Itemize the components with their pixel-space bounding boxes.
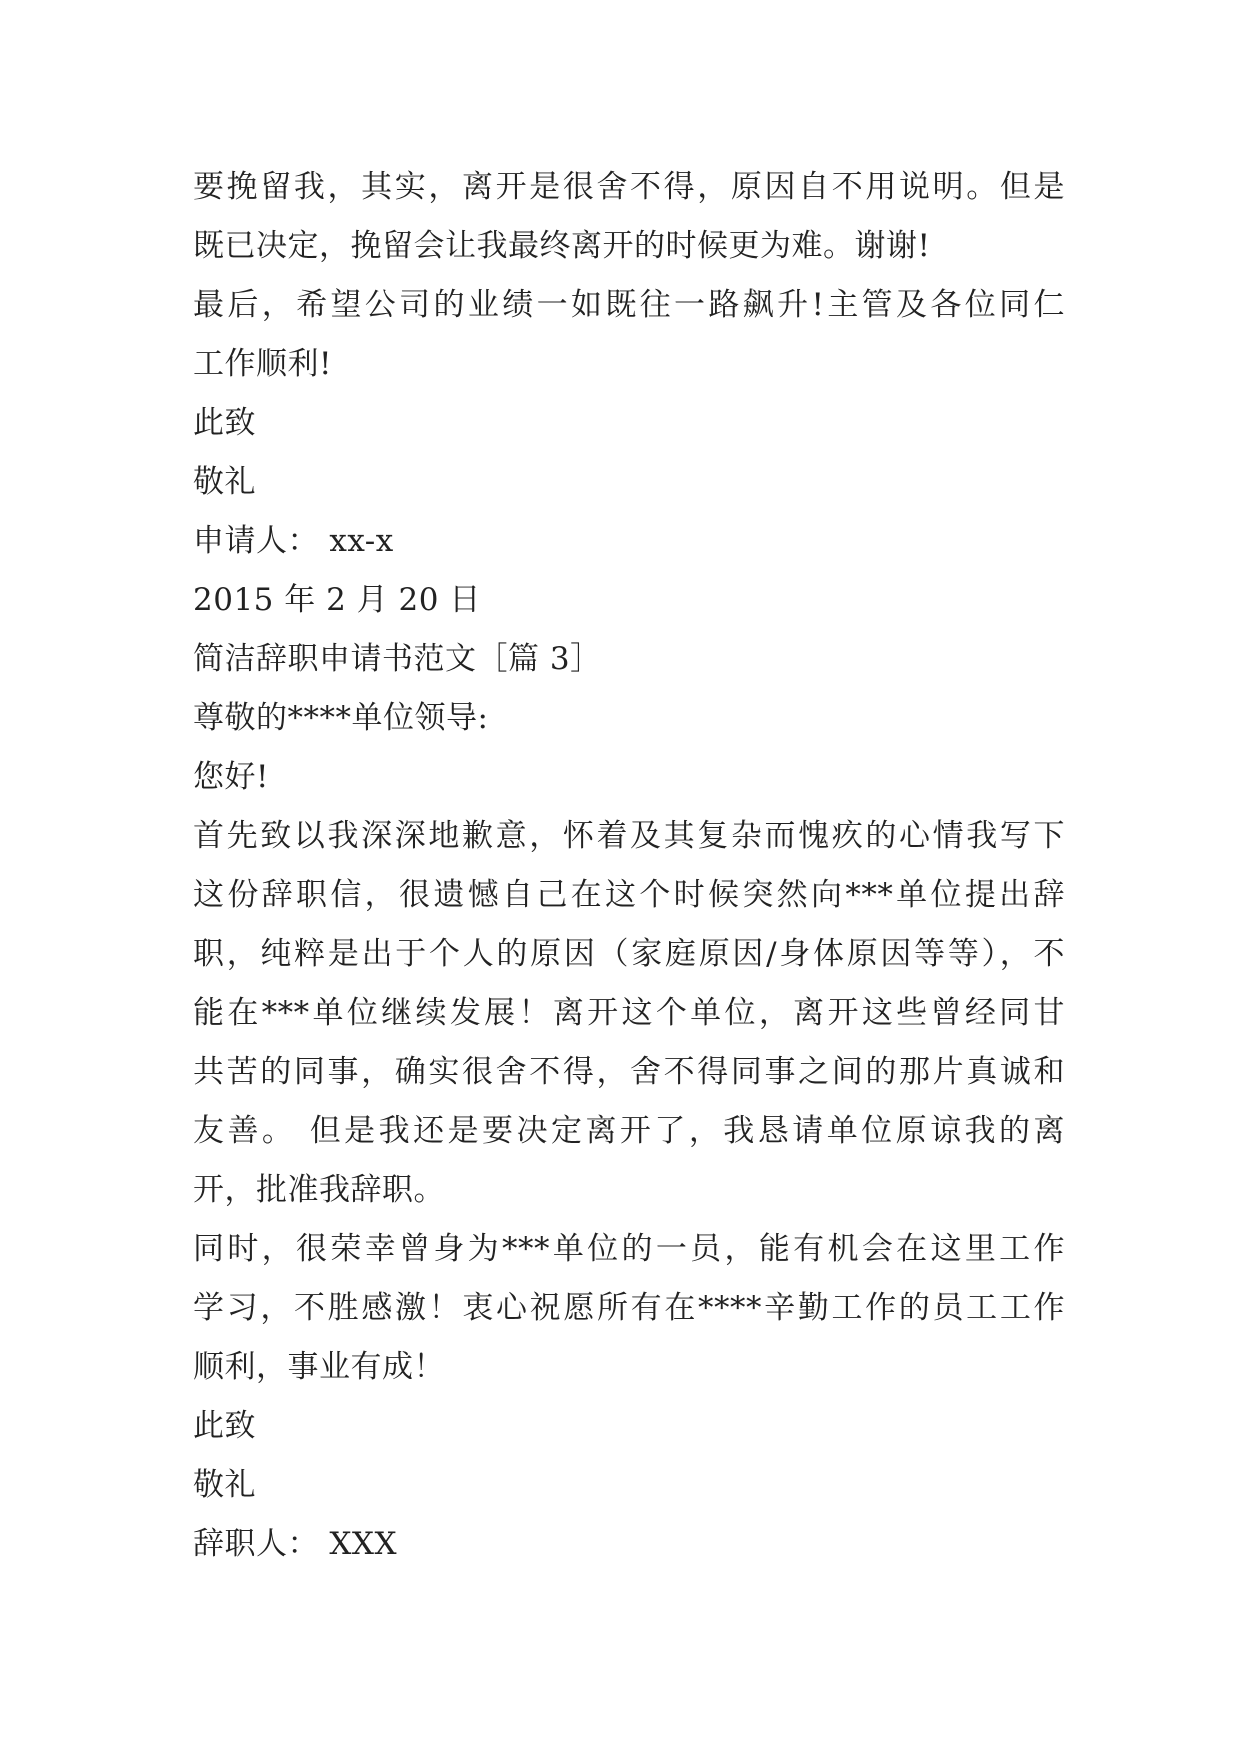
text-line: 您好! bbox=[193, 759, 269, 795]
text-line: 学习，不胜感激！衷心祝愿所有在****辛勤工作的员工工作 bbox=[193, 1290, 1065, 1326]
text-line: 申请人： xx-x bbox=[193, 523, 394, 559]
text-line: 要挽留我，其实，离开是很舍不得，原因自不用说明。但是 bbox=[193, 169, 1065, 205]
text-line: 工作顺利! bbox=[193, 346, 332, 382]
text-line: 开，批准我辞职。 bbox=[193, 1172, 445, 1208]
text-line: 共苦的同事，确实很舍不得，舍不得同事之间的那片真诚和 bbox=[193, 1054, 1065, 1090]
text-line: 职，纯粹是出于个人的原因（家庭原因/身体原因等等），不 bbox=[193, 936, 1065, 972]
text-line: 2015 年 2 月 20 日 bbox=[193, 582, 481, 618]
text-line: 这份辞职信，很遗憾自己在这个时候突然向***单位提出辞 bbox=[193, 877, 1065, 913]
text-line: 同时，很荣幸曾身为***单位的一员，能有机会在这里工作 bbox=[193, 1231, 1065, 1267]
text-line: 友善。 但是我还是要决定离开了，我恳请单位原谅我的离 bbox=[193, 1113, 1065, 1149]
text-line: 此致 bbox=[193, 405, 256, 441]
text-line: 既已决定，挽留会让我最终离开的时候更为难。谢谢! bbox=[193, 228, 931, 264]
text-line: 尊敬的****单位领导: bbox=[193, 700, 489, 736]
text-line: 此致 bbox=[193, 1408, 256, 1444]
text-line: 能在***单位继续发展！离开这个单位，离开这些曾经同甘 bbox=[193, 995, 1065, 1031]
text-line: 顺利，事业有成！ bbox=[193, 1349, 445, 1385]
text-line: 简洁辞职申请书范文［篇 3］ bbox=[193, 641, 602, 677]
text-line: 敬礼 bbox=[193, 1467, 256, 1503]
letter-body bbox=[193, 158, 1065, 1574]
text-line: 辞职人： XXX bbox=[193, 1526, 398, 1562]
text-line: 最后，希望公司的业绩一如既往一路飙升!主管及各位同仁 bbox=[193, 287, 1065, 323]
text-line: 首先致以我深深地歉意，怀着及其复杂而愧疚的心情我写下 bbox=[193, 818, 1065, 854]
text-line: 敬礼 bbox=[193, 464, 256, 500]
